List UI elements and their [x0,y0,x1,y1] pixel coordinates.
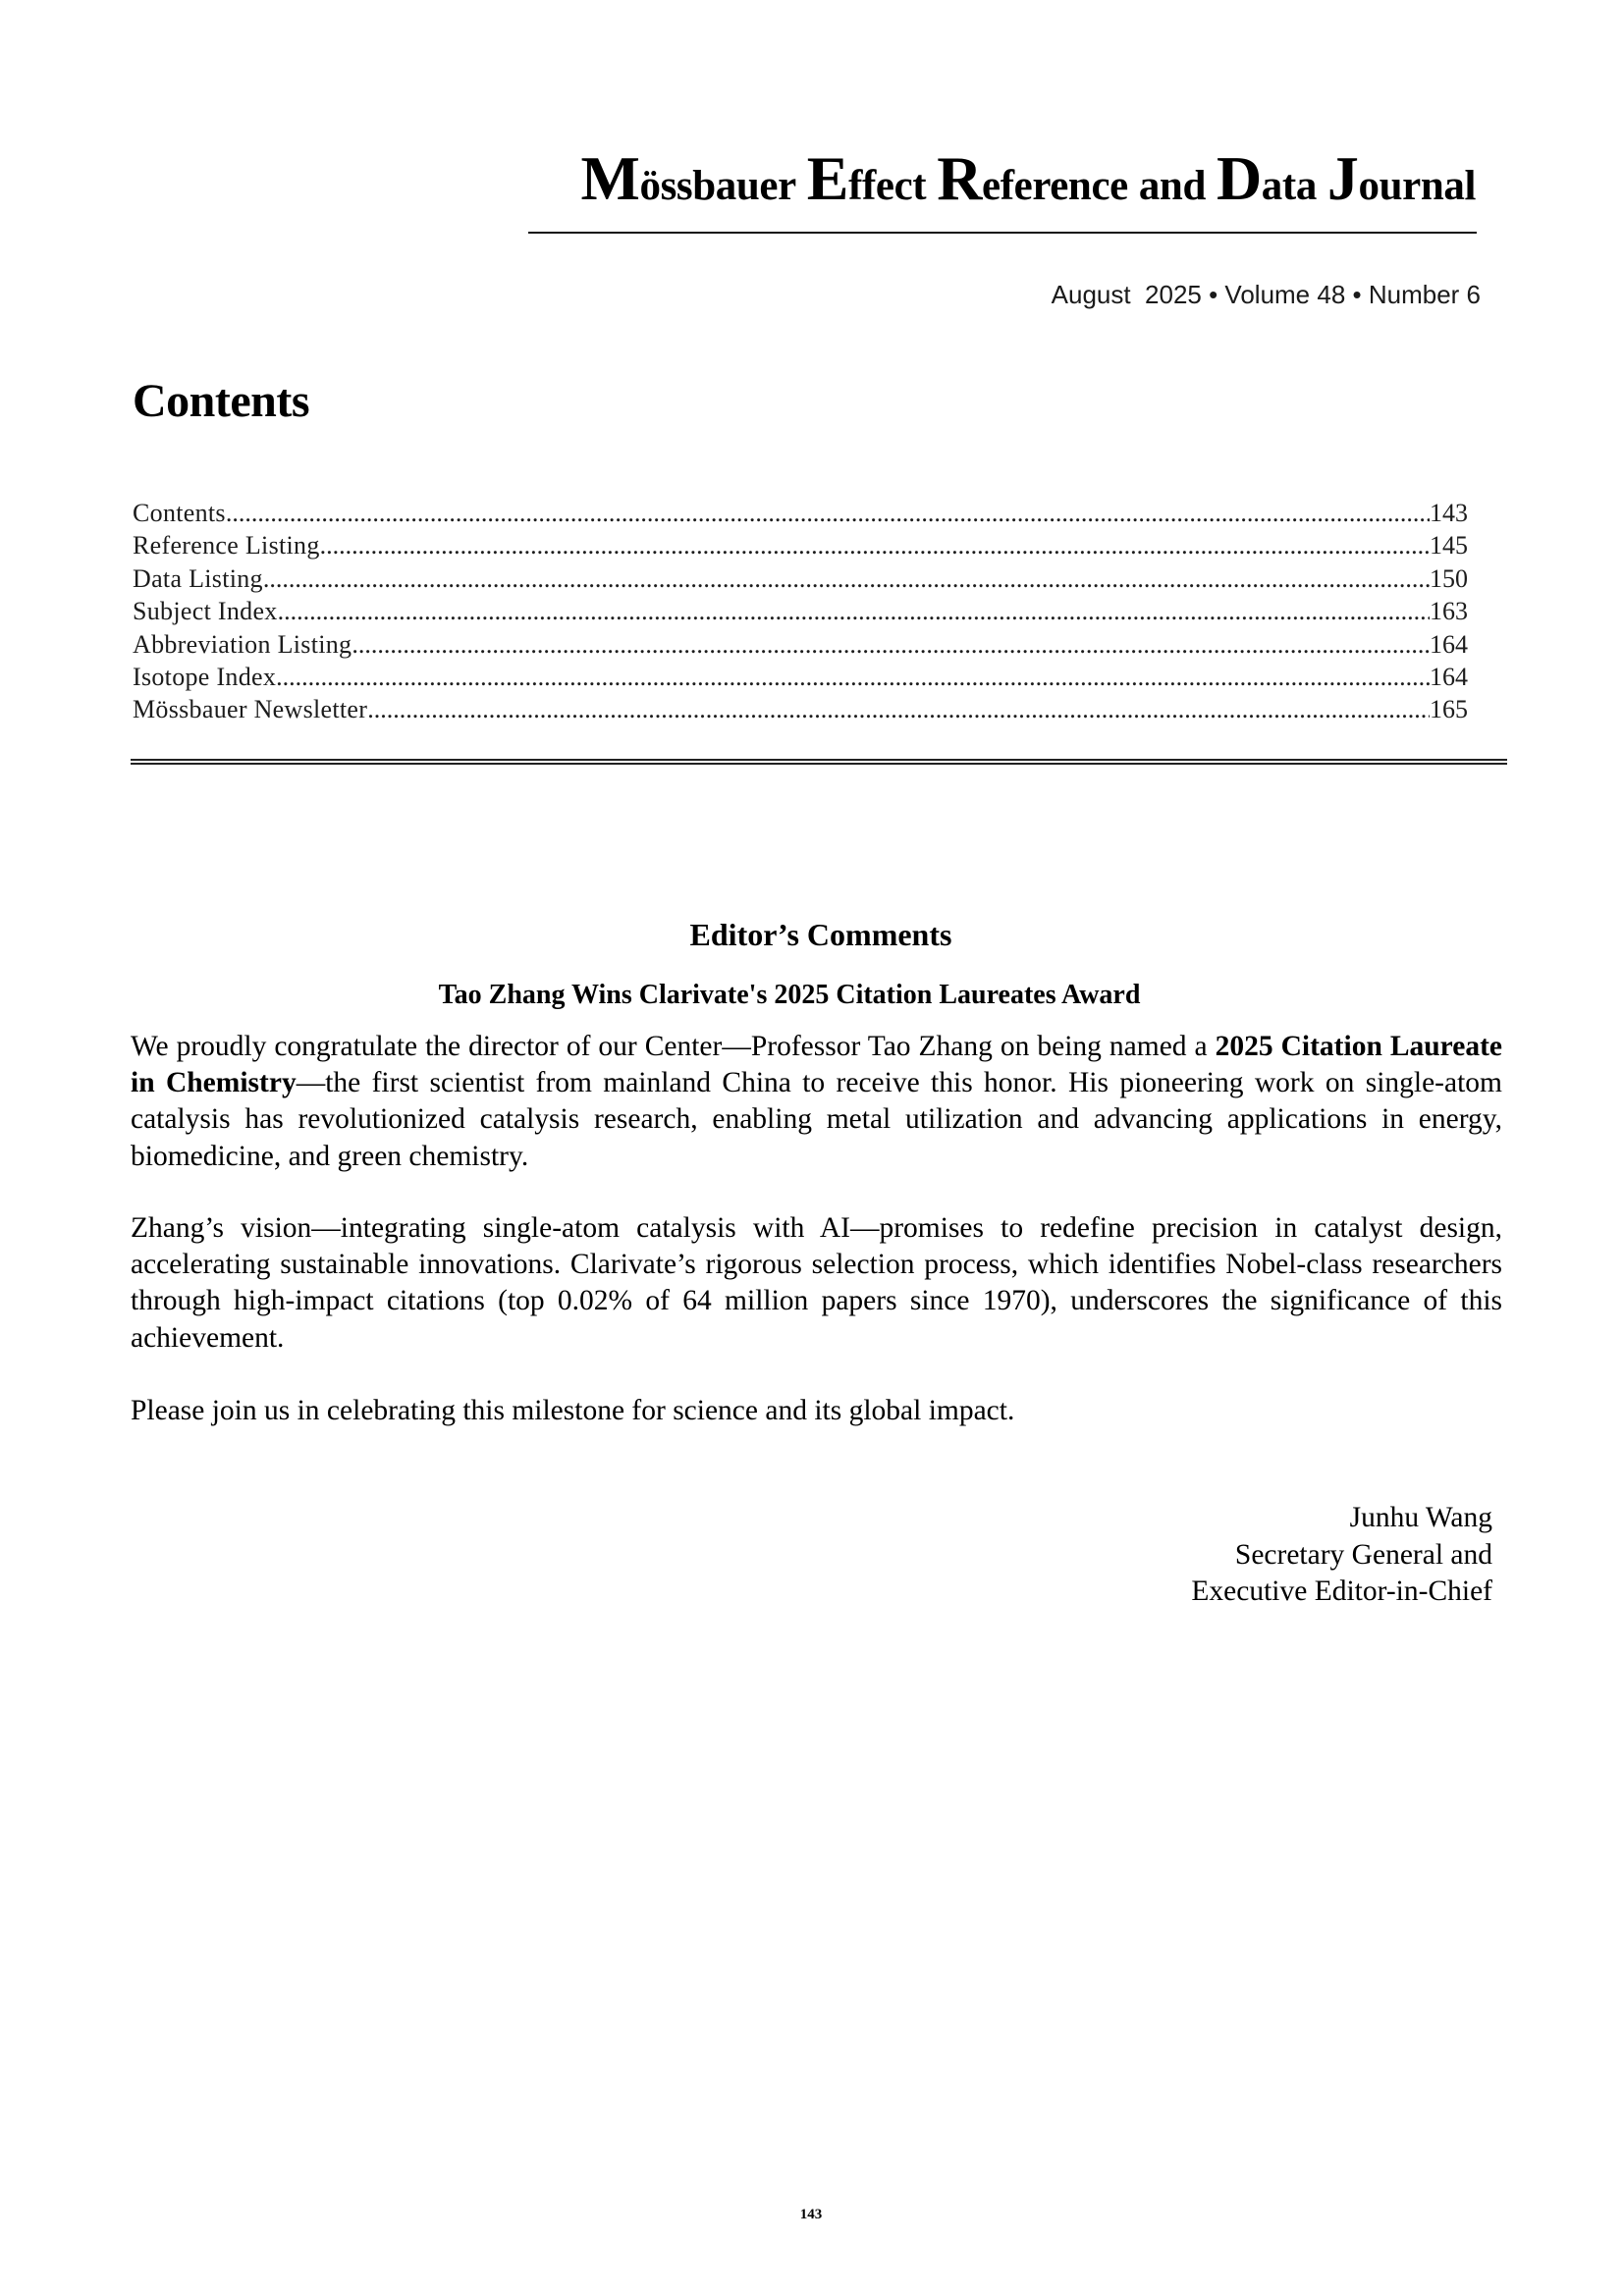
toc-entry-label: Isotope Index [133,662,277,691]
toc-entry-label: Contents [133,499,226,527]
toc-entry[interactable] [133,661,1468,693]
journal-title-word: and [1138,163,1206,209]
toc-dot-leader [367,693,1430,725]
toc-entry-label: Mössbauer Newsletter [133,695,368,724]
toc-dot-leader [352,628,1430,661]
signature-block [1191,1500,1492,1611]
toc-dot-leader [320,529,1430,561]
toc-entry-label: Subject Index [133,597,278,626]
signature-name: Junhu Wang [1349,1502,1492,1533]
journal-title [580,143,1476,213]
paragraph-text: —the first scientist from mainland China to receive this honor. His pioneering work on single-atom catalysis has revolutionized catalysis research, enabling metal utilization and advancing applications in energy, biomedicine, and green chemistry. [131,1067,1502,1172]
toc-entry[interactable] [133,693,1468,725]
body-paragraph: Zhang’s vision—integrating single-atom catalysis with AI—promises to redefine precision in catalyst design, accelerating sustainable innovations. Clarivate’s rigorous selection process, which identifies Nobel-class researchers through high-impact citations (top 0.02% of 64 million papers since 1970), underscores the significance of this achievement. [131,1212,1502,1354]
toc-entry[interactable] [133,595,1468,627]
body-paragraph: Please join us in celebrating this milestone for science and its global impact. [131,1395,1015,1426]
toc-entry[interactable] [133,497,1468,529]
toc-entry-page: 163 [1430,597,1468,626]
toc-entry[interactable] [133,529,1468,561]
section-divider [131,759,1507,765]
journal-title-word: Reference [937,143,1128,213]
contents-heading: Contents [133,375,310,427]
toc-dot-leader [263,562,1430,595]
paragraph-text: We proudly congratulate the director of our Center—Professor Tao Zhang on being named a [131,1031,1216,1062]
journal-title-word: Effect [806,143,927,213]
signature-title: Executive Editor-in-Chief [1191,1575,1492,1607]
toc-entry-label: Data Listing [133,563,263,593]
table-of-contents [133,497,1468,726]
toc-entry-label: Abbreviation Listing [133,629,352,659]
paragraph-bold-text: 2025 Citation Laureate in Chemistry [131,1031,1502,1099]
toc-entry-page: 164 [1430,662,1468,691]
journal-title-word: Mössbauer [580,143,796,213]
signature-title: Secretary General and [1234,1538,1492,1571]
toc-entry-page: 164 [1430,629,1468,659]
toc-entry-page: 143 [1430,499,1468,527]
issue-line: August 2025 • Volume 48 • Number 6 [1051,280,1481,309]
toc-entry-page: 145 [1430,531,1468,561]
toc-dot-leader [226,497,1430,529]
toc-entry-page: 165 [1430,695,1468,724]
title-rule [528,232,1477,234]
journal-title-word: Data [1216,143,1317,213]
toc-entry-page: 150 [1430,563,1468,593]
body-paragraph [131,1029,1502,1175]
toc-entry[interactable] [133,628,1468,661]
toc-entry[interactable] [133,562,1468,595]
editor-comments-subtitle: Tao Zhang Wins Clarivate's 2025 Citation Laureates Award [438,980,1141,1010]
toc-entry-label: Reference Listing [133,531,320,561]
toc-dot-leader [276,661,1430,693]
page-number: 143 [799,2207,823,2222]
editor-comments-heading: Editor’s Comments [689,917,952,952]
toc-dot-leader [278,595,1430,627]
journal-title-word: Journal [1326,143,1476,213]
